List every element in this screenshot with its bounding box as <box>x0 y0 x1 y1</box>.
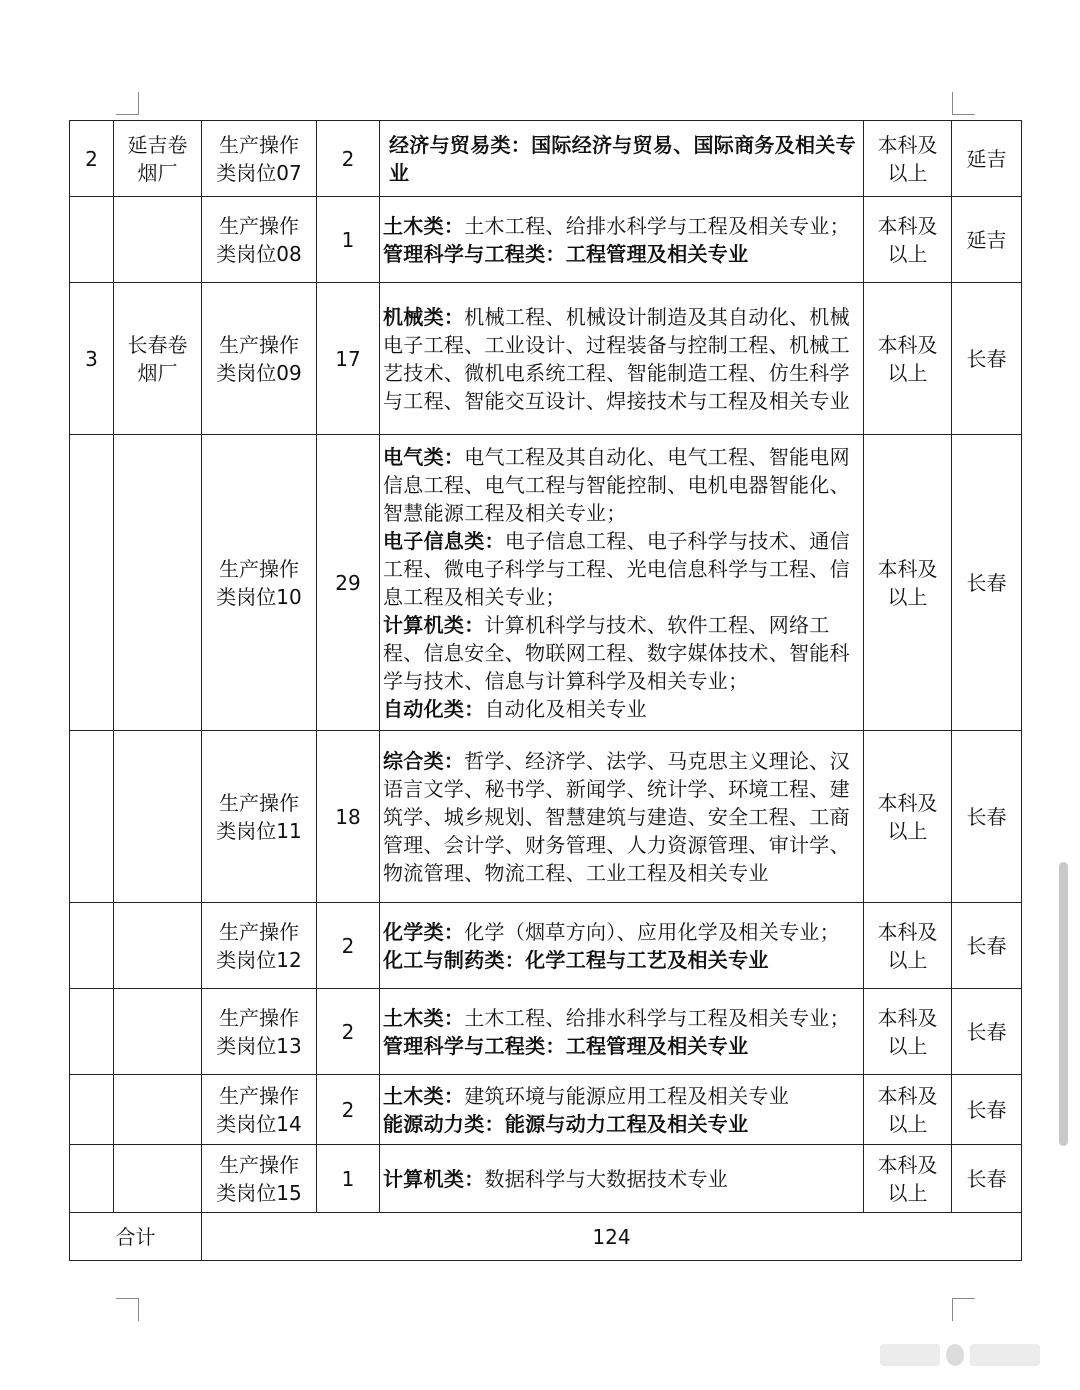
education-cell: 本科及以上 <box>864 1075 952 1145</box>
seq-cell <box>70 903 114 989</box>
education-cell: 本科及以上 <box>864 435 952 731</box>
major-category: 电子信息类： <box>383 528 505 553</box>
seq-cell <box>70 435 114 731</box>
major-category: 化工与制药类： <box>383 947 526 972</box>
education-cell: 本科及以上 <box>864 903 952 989</box>
education-cell: 本科及以上 <box>864 283 952 435</box>
major-cell <box>380 989 864 1075</box>
education-cell: 本科及以上 <box>864 197 952 283</box>
major-category: 化学类： <box>383 919 465 944</box>
count-cell: 1 <box>317 1145 380 1213</box>
unit-cell <box>114 435 202 731</box>
major-list: 机械工程、机械设计制造及其自动化、机械电子工程、工业设计、过程装备与控制工程、机械工艺技术、微机电系统工程、智能制造工程、仿生科学与工程、智能交互设计、焊接技术与工程及相关专业 <box>383 304 850 413</box>
major-list: 土木工程、给排水科学与工程及相关专业； <box>464 1005 850 1030</box>
education-cell: 本科及以上 <box>864 731 952 903</box>
post-cell: 生产操作类岗位15 <box>202 1145 317 1213</box>
major-cell <box>380 903 864 989</box>
table-row <box>70 1145 1022 1213</box>
major-list: 化学工程与工艺及相关专业 <box>525 947 769 972</box>
unit-cell <box>114 731 202 903</box>
table-row <box>70 197 1022 283</box>
education-cell: 本科及以上 <box>864 121 952 197</box>
count-cell: 29 <box>317 435 380 731</box>
location-cell: 长春 <box>952 1145 1022 1213</box>
major-category: 电气类： <box>383 444 465 469</box>
unit-cell <box>114 197 202 283</box>
major-entry <box>389 131 861 187</box>
count-cell: 17 <box>317 283 380 435</box>
location-cell: 长春 <box>952 731 1022 903</box>
major-cell <box>380 197 864 283</box>
unit-cell: 延吉卷烟厂 <box>114 121 202 197</box>
unit-cell: 长春卷烟厂 <box>114 283 202 435</box>
seq-cell: 3 <box>70 283 114 435</box>
post-cell: 生产操作类岗位10 <box>202 435 317 731</box>
count-cell: 1 <box>317 197 380 283</box>
count-cell: 2 <box>317 903 380 989</box>
unit-cell <box>114 989 202 1075</box>
crop-mark-top-left <box>116 92 139 115</box>
major-entry <box>383 946 861 974</box>
major-list: 土木工程、给排水科学与工程及相关专业； <box>464 213 850 238</box>
major-list: 自动化及相关专业 <box>484 696 647 721</box>
seq-cell <box>70 1075 114 1145</box>
unit-cell <box>114 1145 202 1213</box>
total-label: 合计 <box>70 1213 202 1261</box>
major-list: 电子信息工程、电子科学与技术、通信工程、微电子科学与工程、光电信息科学与工程、信息工程及相关专业； <box>383 528 850 609</box>
major-entry <box>383 1082 861 1110</box>
major-list: 建筑环境与能源应用工程及相关专业 <box>464 1083 790 1108</box>
major-category: 管理科学与工程类： <box>383 241 566 266</box>
location-cell: 长春 <box>952 1075 1022 1145</box>
major-entry <box>383 1110 861 1138</box>
major-entry <box>383 212 861 240</box>
count-cell: 2 <box>317 989 380 1075</box>
table-row <box>70 435 1022 731</box>
major-cell <box>380 121 864 197</box>
major-entry <box>383 527 861 611</box>
post-cell: 生产操作类岗位09 <box>202 283 317 435</box>
recruitment-table <box>69 120 1022 1261</box>
major-entry <box>383 443 861 527</box>
table-row <box>70 989 1022 1075</box>
watermark <box>880 1344 1060 1368</box>
major-category: 计算机类： <box>383 612 485 637</box>
major-list: 工程管理及相关专业 <box>565 1033 749 1058</box>
crop-mark-bottom-left <box>116 1298 139 1321</box>
major-list: 工程管理及相关专业 <box>565 241 749 266</box>
major-cell <box>380 1075 864 1145</box>
post-cell: 生产操作类岗位08 <box>202 197 317 283</box>
major-cell <box>380 731 864 903</box>
major-entry <box>383 1032 861 1060</box>
table-row <box>70 121 1022 197</box>
seq-cell <box>70 989 114 1075</box>
vertical-scrollbar[interactable] <box>1059 862 1068 1146</box>
major-category: 能源动力类： <box>383 1111 505 1136</box>
major-list: 能源与动力工程及相关专业 <box>504 1111 749 1136</box>
major-entry <box>383 1165 861 1193</box>
major-entry <box>383 611 861 695</box>
table-row <box>70 731 1022 903</box>
seq-cell <box>70 1145 114 1213</box>
major-category: 土木类： <box>383 213 465 238</box>
major-category: 机械类： <box>383 304 465 329</box>
table-row <box>70 1075 1022 1145</box>
total-value: 124 <box>202 1213 1022 1261</box>
table-row <box>70 903 1022 989</box>
location-cell: 长春 <box>952 435 1022 731</box>
education-cell: 本科及以上 <box>864 1145 952 1213</box>
seq-cell: 2 <box>70 121 114 197</box>
major-entry <box>383 240 861 268</box>
post-cell: 生产操作类岗位13 <box>202 989 317 1075</box>
major-category: 计算机类： <box>383 1166 485 1191</box>
major-list: 电气工程及其自动化、电气工程、智能电网信息工程、电气工程与智能控制、电机电器智能化、智慧能源工程及相关专业； <box>383 444 850 525</box>
major-list: 计算机科学与技术、软件工程、网络工程、信息安全、物联网工程、数字媒体技术、智能科学与技术、信息与计算科学及相关专业； <box>383 612 850 693</box>
count-cell: 2 <box>317 121 380 197</box>
post-cell: 生产操作类岗位11 <box>202 731 317 903</box>
major-entry <box>383 747 861 887</box>
major-cell <box>380 283 864 435</box>
major-category: 土木类： <box>383 1083 465 1108</box>
location-cell: 延吉 <box>952 197 1022 283</box>
unit-cell <box>114 903 202 989</box>
location-cell: 延吉 <box>952 121 1022 197</box>
education-cell: 本科及以上 <box>864 989 952 1075</box>
major-cell <box>380 435 864 731</box>
location-cell: 长春 <box>952 903 1022 989</box>
unit-cell <box>114 1075 202 1145</box>
major-category: 经济与贸易类： <box>389 132 532 157</box>
total-row <box>70 1213 1022 1261</box>
major-list: 数据科学与大数据技术专业 <box>484 1166 729 1191</box>
major-entry <box>383 695 861 723</box>
location-cell: 长春 <box>952 989 1022 1075</box>
major-category: 自动化类： <box>383 696 485 721</box>
major-category: 综合类： <box>383 748 465 773</box>
major-entry <box>383 303 861 415</box>
major-entry <box>383 918 861 946</box>
count-cell: 18 <box>317 731 380 903</box>
seq-cell <box>70 731 114 903</box>
crop-mark-top-right <box>952 92 975 115</box>
seq-cell <box>70 197 114 283</box>
major-cell <box>380 1145 864 1213</box>
post-cell: 生产操作类岗位14 <box>202 1075 317 1145</box>
major-entry <box>383 1004 861 1032</box>
crop-mark-bottom-right <box>952 1298 975 1321</box>
major-list: 国际经济与贸易、国际商务及相关专业 <box>389 132 856 185</box>
major-category: 管理科学与工程类： <box>383 1033 566 1058</box>
post-cell: 生产操作类岗位07 <box>202 121 317 197</box>
location-cell: 长春 <box>952 283 1022 435</box>
major-category: 土木类： <box>383 1005 465 1030</box>
table-row <box>70 283 1022 435</box>
post-cell: 生产操作类岗位12 <box>202 903 317 989</box>
major-list: 化学（烟草方向）、应用化学及相关专业； <box>464 919 840 944</box>
count-cell: 2 <box>317 1075 380 1145</box>
major-list: 哲学、经济学、法学、马克思主义理论、汉语言文学、秘书学、新闻学、统计学、环境工程、建筑学、城乡规划、智慧建筑与建造、安全工程、工商管理、会计学、财务管理、人力资源管理、审计学、物流管理、物流工程、工业工程及相关专业 <box>383 748 850 885</box>
